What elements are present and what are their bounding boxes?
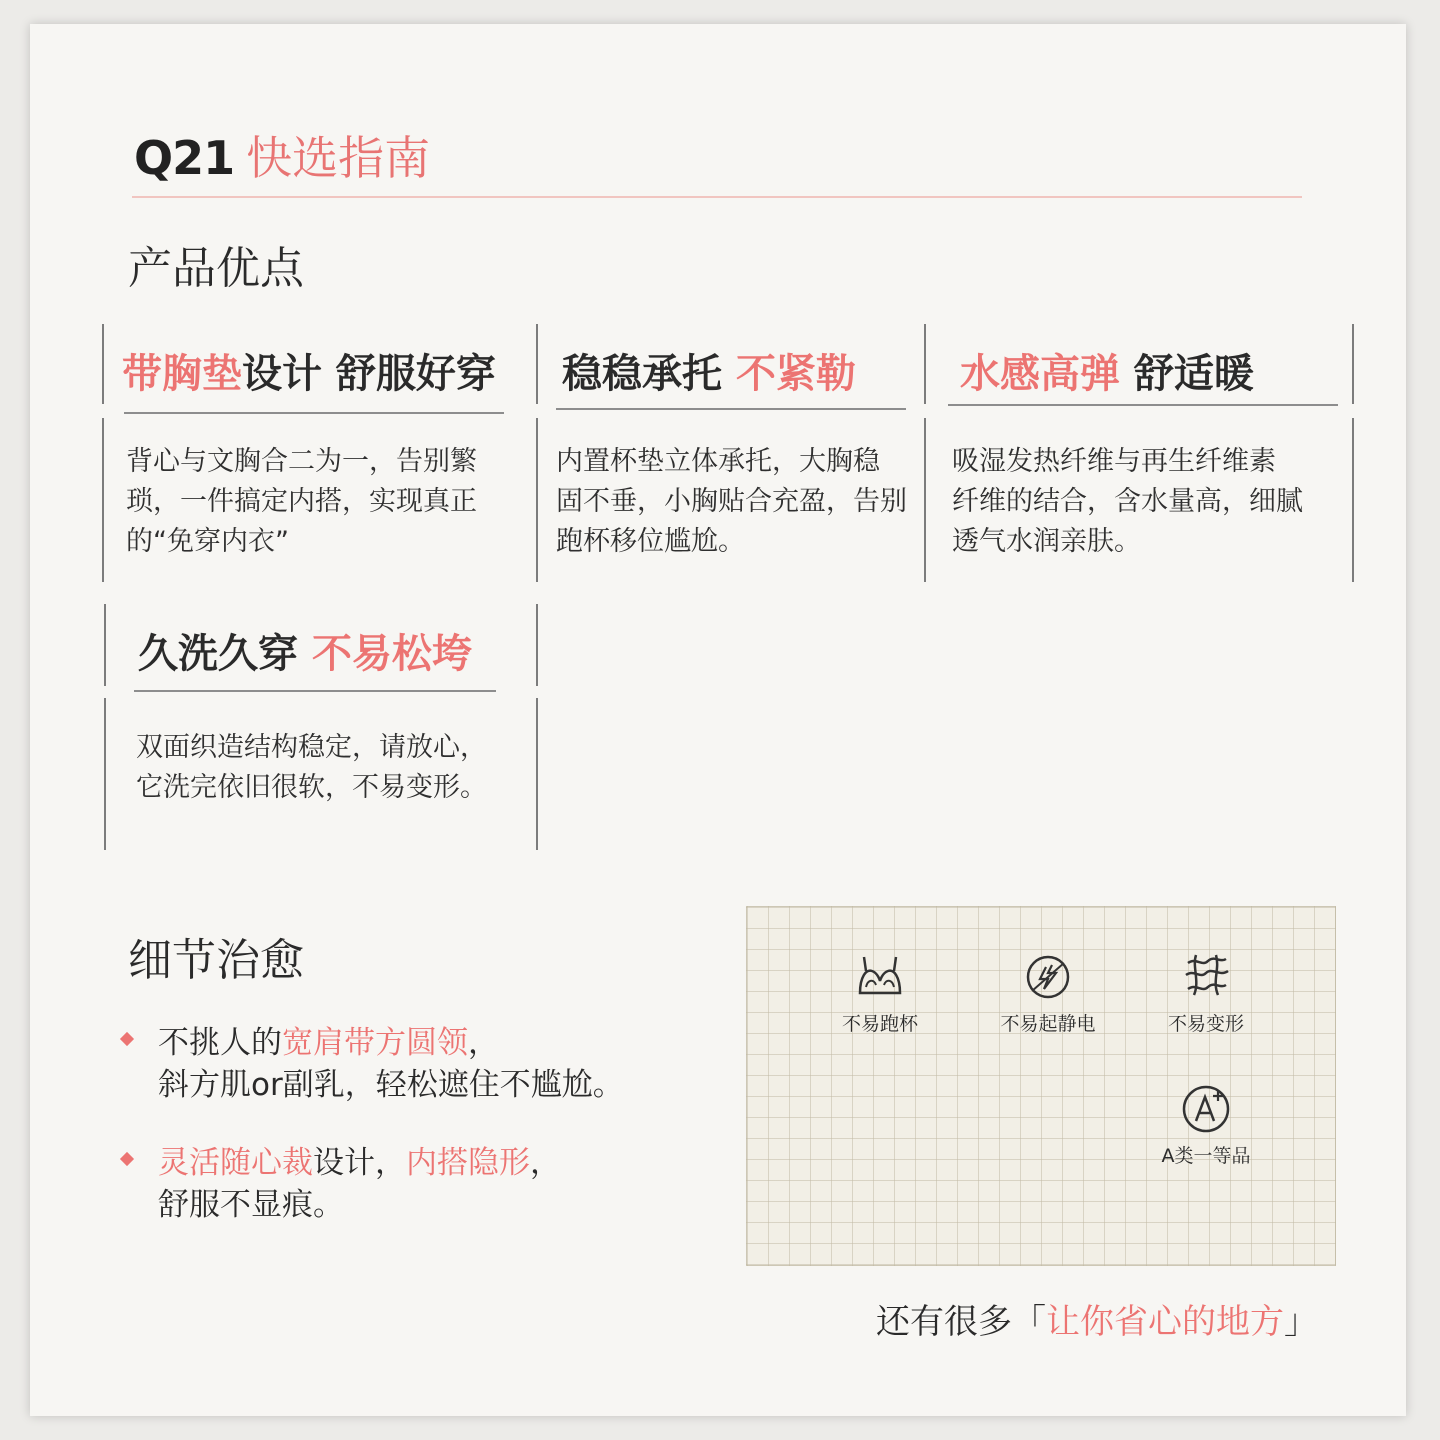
card-title-pad-design (122, 342, 496, 399)
stretch-fabric-icon (1178, 947, 1234, 1003)
feature-no-cup-shift (815, 947, 945, 1036)
feature-no-static (983, 947, 1113, 1036)
card-body-line: 背心与文胸合二为一，告别繁 (126, 446, 477, 477)
question-code: Q21 (134, 131, 235, 185)
card-body-line: 琐，一件搞定内搭，实现真正 (126, 486, 477, 517)
card-body-line: 的“免穿内衣” (126, 526, 289, 557)
card-title-highlight: 带胸垫 (122, 351, 242, 397)
detail-text: 设计， (313, 1145, 406, 1181)
feature-grid-panel (746, 906, 1336, 1266)
advantages-heading: 产品优点 (128, 243, 304, 294)
bra-icon (852, 947, 908, 1003)
footer-tagline (876, 1294, 1318, 1343)
card-body-line: 跑杯移位尴尬。 (556, 526, 745, 557)
card-title-rule (134, 690, 496, 692)
no-static-icon (1020, 947, 1076, 1003)
detail-item-cut (128, 1142, 561, 1226)
card-divider (1352, 324, 1354, 404)
detail-text-line: 舒服不显痕。 (158, 1187, 344, 1223)
card-divider (536, 418, 538, 582)
card-body-pad-design (126, 442, 477, 562)
card-title-highlight: 不紧勒 (735, 351, 856, 397)
card-title-text: 稳稳承托 (562, 351, 736, 397)
page-title: 快选指南 (246, 131, 431, 185)
card-title-text: 设计 舒服好穿 (242, 351, 496, 397)
detail-text: ， (530, 1145, 561, 1181)
card-body-line: 它洗完依旧很软，不易变形。 (136, 772, 487, 803)
card-divider (536, 324, 538, 404)
footer-close-bracket: 」 (1284, 1302, 1318, 1342)
detail-highlight: 宽肩带方圆领 (282, 1025, 468, 1061)
card-divider (104, 604, 106, 686)
card-body-durable (136, 728, 487, 808)
card-title-rule (948, 404, 1338, 406)
card-divider (536, 698, 538, 850)
card-title-rule (556, 408, 906, 410)
detail-text: 不挑人的 (158, 1025, 282, 1061)
card-title-elastic (960, 342, 1254, 399)
detail-highlight: 内搭隐形 (406, 1145, 530, 1181)
detail-highlight: 灵活随心裁 (158, 1145, 313, 1181)
card-title-support (562, 342, 856, 399)
feature-label: 不易起静电 (1000, 1013, 1096, 1035)
card-body-line: 内置杯垫立体承托，大胸稳 (556, 446, 880, 477)
card-title-text: 舒适暖 (1120, 351, 1254, 397)
card-body-line: 透气水润亲肤。 (952, 526, 1141, 557)
card-divider (102, 418, 104, 582)
detail-item-neckline (128, 1022, 624, 1106)
feature-label: 不易变形 (1167, 1013, 1244, 1035)
card-body-elastic (952, 442, 1303, 562)
page-card (30, 24, 1406, 1416)
page-header (134, 122, 430, 202)
header-divider (132, 196, 1302, 198)
card-title-highlight: 水感高弹 (960, 351, 1120, 397)
feature-a-grade (1141, 1079, 1271, 1168)
card-body-support (556, 442, 907, 562)
a-plus-grade-icon (1178, 1079, 1234, 1135)
feature-no-deform (1141, 947, 1271, 1036)
card-title-highlight: 不易松垮 (311, 631, 472, 677)
card-body-line: 固不垂，小胸贴合充盈，告别 (556, 486, 907, 517)
card-body-line: 吸湿发热纤维与再生纤维素 (952, 446, 1276, 477)
card-divider (924, 418, 926, 582)
card-divider (104, 698, 106, 850)
card-body-line: 纤维的结合，含水量高，细腻 (952, 486, 1303, 517)
card-title-durable (138, 622, 472, 679)
card-title-rule (124, 412, 504, 414)
detail-text-line: 斜方肌or副乳，轻松遮住不尴尬。 (158, 1067, 624, 1103)
footer-open-bracket: 「 (1012, 1302, 1046, 1342)
feature-label: 不易跑杯 (841, 1013, 918, 1035)
card-divider (1352, 418, 1354, 582)
footer-highlight: 让你省心的地方 (1046, 1302, 1284, 1342)
card-title-text: 久洗久穿 (138, 631, 312, 677)
feature-label: A类一等品 (1161, 1145, 1251, 1167)
card-body-line: 双面织造结构稳定，请放心， (136, 732, 487, 763)
detail-text: ， (468, 1025, 499, 1061)
card-divider (536, 604, 538, 686)
card-divider (924, 324, 926, 404)
details-heading: 细节治愈 (128, 935, 304, 986)
footer-text: 还有很多 (876, 1302, 1012, 1342)
card-divider (102, 324, 104, 404)
